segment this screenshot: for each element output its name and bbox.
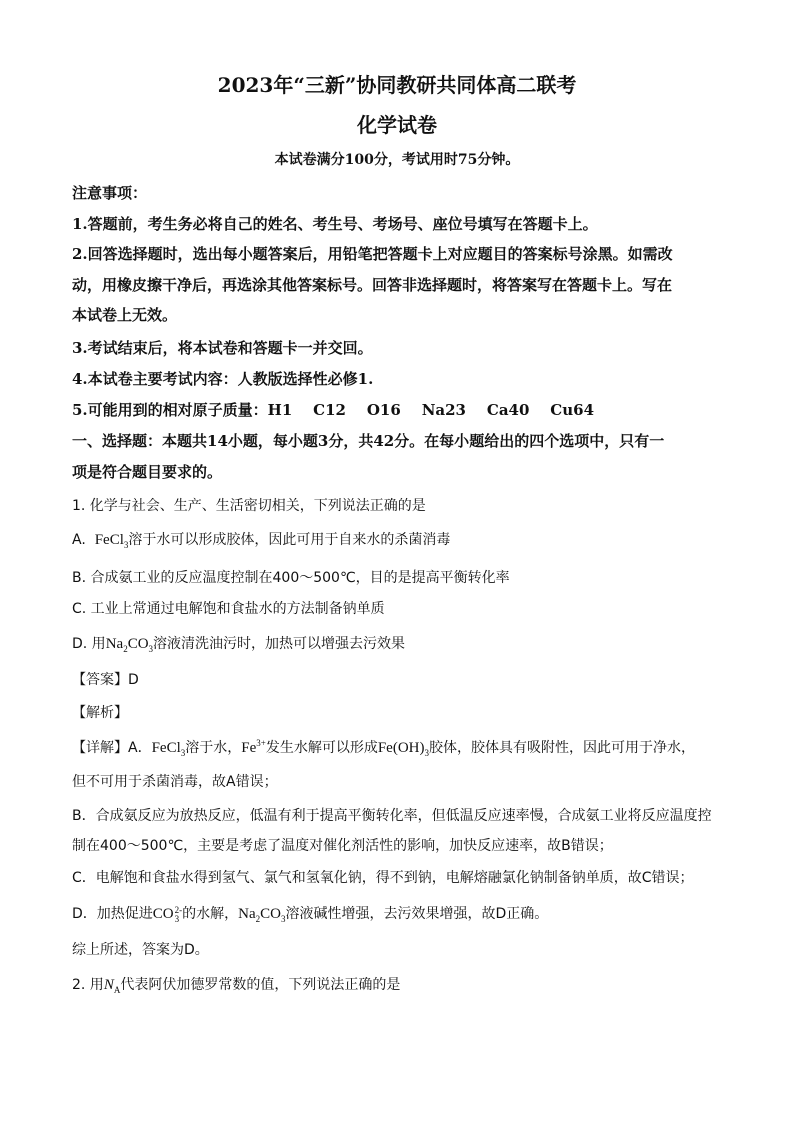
detail-b-line-1: B．合成氨反应为放热反应，低温有利于提高平衡转化率，但低温反应速率慢，合成氨工业将反应温度控 [72, 808, 712, 824]
formula-text: Fe(OH) [377, 740, 425, 756]
formula-subscript: 3 [123, 540, 129, 550]
option-letter: A. [72, 532, 95, 548]
analysis-label: 【解析】 [72, 705, 128, 721]
question-1-option-c: C. 工业上常通过电解饱和食盐水的方法制备钠单质 [72, 601, 385, 617]
detail-text: 溶于水， [185, 740, 242, 756]
detail-a-line-2: 但不可用于杀菌消毒，故A错误； [72, 774, 278, 790]
subject-title: 化学试卷 [357, 113, 437, 137]
formula-text: Fe [241, 740, 257, 756]
avogadro-symbol [104, 977, 121, 993]
detail-text: 的水解， [182, 906, 239, 922]
exam-title: 2023年“三新”协同教研共同体高二联考 [217, 73, 577, 97]
detail-text: D．加热促进 [72, 906, 153, 922]
section-heading-line-1: 一、选择题：本题共14小题，每小题3分，共42分。在每小题给出的四个选项中，只有一 [72, 432, 665, 450]
formula-subscript: 3 [424, 748, 429, 758]
formula-feoh3 [378, 740, 429, 756]
summary: 综上所述，答案为D。 [72, 942, 209, 958]
formula-text: CO [152, 906, 174, 922]
section-heading-line-2: 项是符合题目要求的。 [72, 463, 223, 481]
detail-c: C．电解饱和食盐水得到氢气、氯气和氢氧化钠，得不到钠，电解熔融氯化钠制备钠单质，故C错误； [72, 870, 694, 886]
formula-na2co3 [238, 906, 285, 922]
formula-subscript: 3 [180, 748, 186, 758]
formula-text: CO [260, 906, 281, 922]
formula-superscript: 2- [174, 904, 183, 915]
option-text: 溶于水可以形成胶体，因此可用于自来水的杀菌消毒 [128, 532, 451, 548]
formula-subscript: 2 [255, 914, 261, 924]
question-1-option-d [72, 634, 405, 654]
option-letter: D. 用 [72, 636, 106, 652]
formula-fecl3 [152, 740, 186, 756]
detail-text: 溶液碱性增强，去污效果增强，故D正确。 [285, 906, 549, 922]
detail-a-line-1 [72, 738, 695, 758]
question-1-option-a [72, 530, 450, 550]
formula-subscript: 3 [280, 914, 286, 924]
detail-d [72, 904, 548, 924]
question-text: 2. 用 [72, 977, 104, 993]
note-item-5: 5.可能用到的相对原子质量：H1 C12 O16 Na23 Ca40 Cu64 [72, 401, 595, 419]
note-item-1: 1.答题前，考生务必将自己的姓名、考生号、考场号、座位号填写在答题卡上。 [72, 215, 598, 233]
note-item-2-line-2: 动，用橡皮擦干净后，再选涂其他答案标号。回答非选择题时，将答案写在答题卡上。写在 [72, 276, 673, 294]
note-item-3: 3.考试结束后，将本试卷和答题卡一并交回。 [72, 339, 373, 357]
exam-info: 本试卷满分100分，考试用时75分钟。 [274, 152, 520, 168]
formula-superscript: 3+ [256, 738, 266, 748]
notes-heading: 注意事项： [72, 184, 148, 202]
formula-text: FeCl [94, 532, 124, 548]
detail-text: 胶体，胶体具有吸附性，因此可用于净水， [429, 740, 695, 756]
question-1-stem: 1. 化学与社会、生产、生活密切相关，下列说法正确的是 [72, 498, 426, 514]
detail-b-line-2: 制在400～500℃，主要是考虑了温度对催化剂活性的影响，加快反应速率，故B错误； [72, 838, 613, 854]
detail-text: 【详解】A． [72, 740, 152, 756]
note-item-4: 4.本试卷主要考试内容：人教版选择性必修1. [72, 370, 374, 388]
formula-text: CO [127, 636, 149, 652]
formula-fe3-ion [241, 740, 266, 756]
question-text: 代表阿伏加德罗常数的值，下列说法正确的是 [120, 977, 401, 993]
formula-text: FeCl [151, 740, 181, 756]
note-item-2-line-3: 本试卷上无效。 [72, 306, 178, 324]
detail-text: 发生水解可以形成 [265, 740, 378, 756]
question-2-stem [72, 975, 400, 995]
formula-carbonate-ion [153, 906, 182, 922]
formula-subscript: 3 [148, 644, 154, 654]
formula-subscript: 2 [123, 644, 128, 654]
question-1-option-b: B. 合成氨工业的反应温度控制在400～500℃，目的是提高平衡转化率 [72, 570, 510, 586]
formula-fecl3 [95, 532, 129, 548]
formula-text: Na [105, 636, 124, 652]
formula-subscript: 3 [174, 913, 180, 924]
answer-label: 【答案】D [72, 672, 139, 688]
formula-subscript: A [113, 985, 121, 995]
formula-text: N [103, 977, 114, 993]
formula-text: Na [238, 906, 256, 922]
formula-na2co3 [106, 636, 153, 652]
option-text: 溶液清洗油污时，加热可以增强去污效果 [153, 636, 406, 652]
note-item-2-line-1: 2.回答选择题时，选出每小题答案后，用铅笔把答题卡上对应题目的答案标号涂黑。如需改 [72, 245, 673, 263]
